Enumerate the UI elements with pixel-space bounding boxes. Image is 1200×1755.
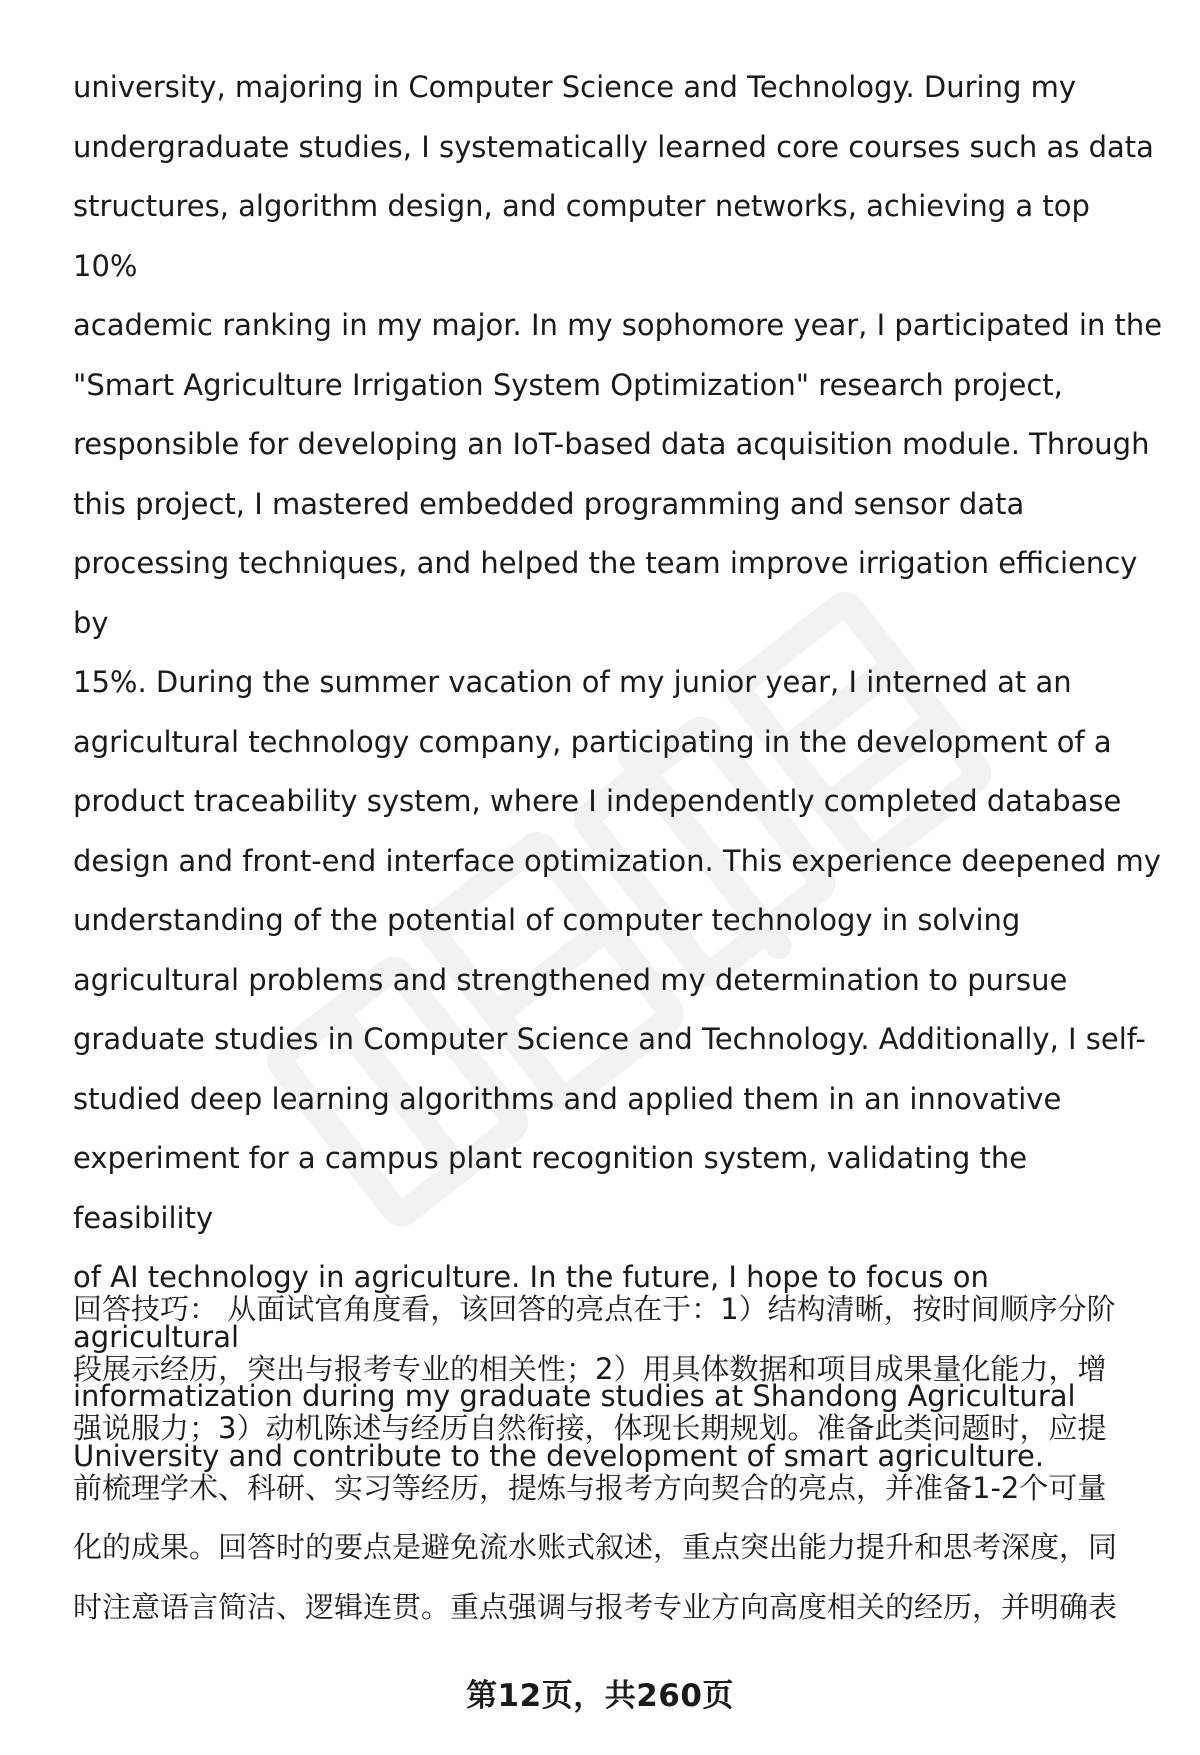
- tips-paragraph: 回答技巧： 从面试官角度看，该回答的亮点在于：1）结构清晰，按时间顺序分阶 段展示经历，突出与报考专业的相关性；2）用具体数据和项目成果量化能力，增 强说服力；3）动机陈述与经历自然衔接，体现长期规划。准备此类问题时，应提 前梳理学术、科研、实习等经历，提炼与报考方向契合的亮点，并准备1-2个可量 化的成果。回答时的要点是避免流水账式叙述，重点突出能力提升和思考深度，同 时注意语言简洁、逻辑连贯。重点强调与报考专业方向高度相关的经历，并明确表: [73, 1292, 1118, 1624]
- page-number: 第12页，共260页: [466, 1678, 734, 1714]
- answer-paragraph: university, majoring in Computer Science and Technology. During my undergraduate studies, I systematically learned core courses such as data structures, algorithm design, and computer networks, achieving a top 10% academic ranking in my major. In my sophomore year, I participated in the "Smart Agriculture Irrigation System Optimization" research project, responsible for developing an IoT-based data acquisition module. Through this project, I mastered embedded programming and sensor data processing techniques, and helped the team improve irrigation efficiency by 15%. During the summer vacation of my junior year, I interned at an agricultural technology company, participating in the development of a product traceability system, where I independently completed database design and front-end interface optimization. This experience deepened my understanding of the potential of computer technology in solving agricultural problems and strengthened my determination to pursue graduate studies in Computer Science and Technology. Additionally, I self- studied deep learning algorithms and applied them in an innovative experiment for a campus plant recognition system, validating the feasibility of AI technology in agriculture. In the future, I hope to focus on agricultural informatization during my graduate studies at Shandong Agricultural University and contribute to the development of smart agriculture.: [73, 70, 1163, 1473]
